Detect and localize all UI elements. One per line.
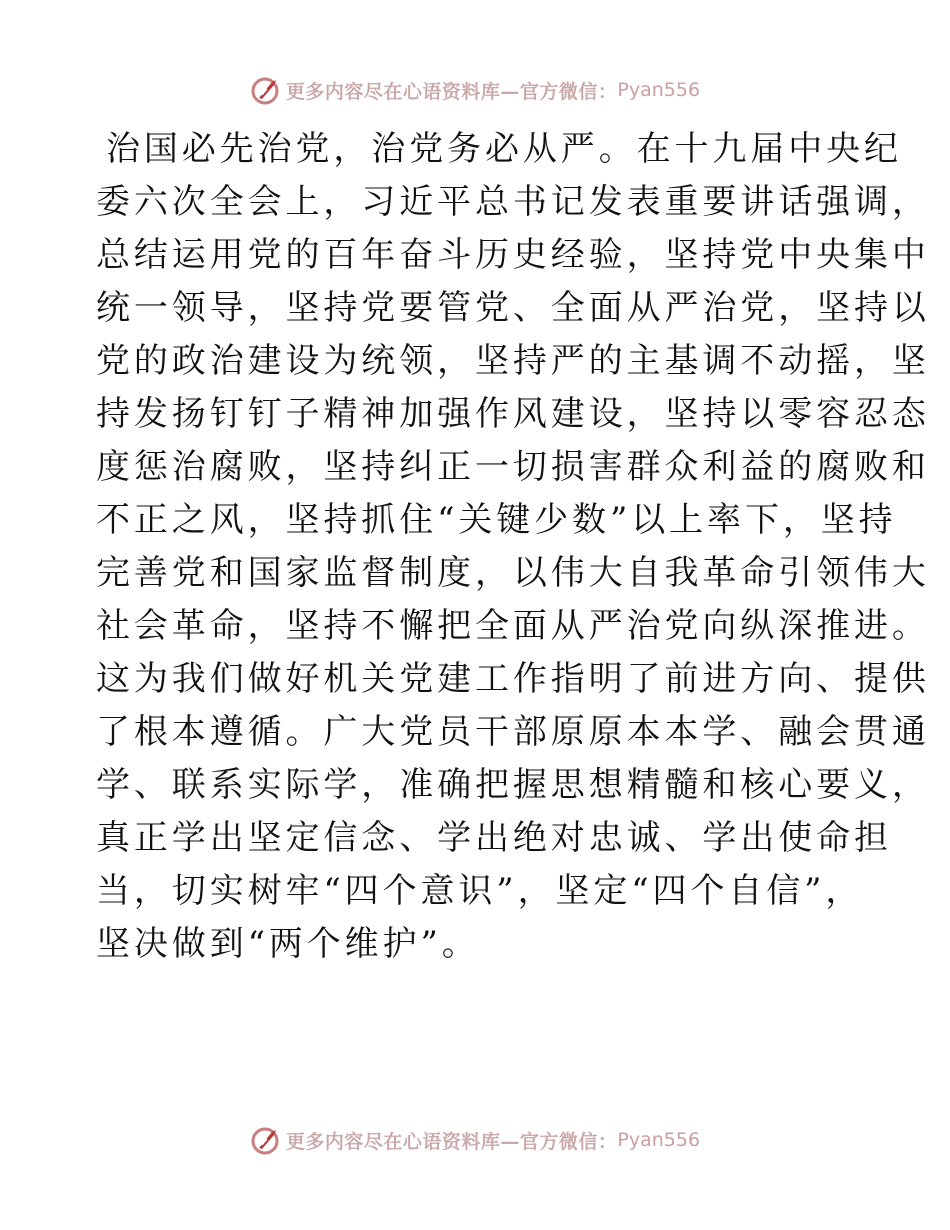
quill-circle-logo-icon [250, 1124, 282, 1156]
text-line: 社会革命，坚持不懈把全面从严治党向纵深推进。 [96, 606, 930, 646]
text-line: 治国必先治党，治党务必从严。在十九届中央纪 [106, 129, 902, 169]
header-watermark [0, 70, 950, 110]
text-line: 坚决做到“两个维护”。 [96, 924, 480, 964]
quill-circle-logo-icon [250, 74, 282, 106]
text-line: 总结运用党的百年奋斗历史经验，坚持党中央集中 [96, 235, 930, 275]
text-line: 党的政治建设为统领，坚持严的主基调不动摇，坚 [96, 341, 930, 381]
footer-watermark [0, 1120, 950, 1160]
text-line: 学、联系实际学，准确把握思想精髓和核心要义， [96, 765, 930, 805]
text-line: 了根本遵循。广大党员干部原原本本学、融会贯通 [96, 712, 930, 752]
watermark-text: 更多内容尽在心语资料库—官方微信： [285, 80, 618, 103]
text-line: 不正之风，坚持抓住“关键少数”以上率下，坚持 [96, 500, 897, 540]
text-line: 当，切实树牢“四个意识”，坚定“四个自信”， [96, 871, 864, 911]
text-line: 持发扬钉钉子精神加强作风建设，坚持以零容忍态 [96, 394, 930, 434]
text-line: 真正学出坚定信念、学出绝对忠诚、学出使命担 [96, 818, 892, 858]
text-line: 统一领导，坚持党要管党、全面从严治党，坚持以 [96, 288, 930, 328]
watermark-account: Pyan556 [617, 79, 701, 101]
watermark-account: Pyan556 [617, 1129, 701, 1151]
text-line: 委六次全会上，习近平总书记发表重要讲话强调， [96, 182, 930, 222]
text-line: 这为我们做好机关党建工作指明了前进方向、提供 [96, 659, 930, 699]
document-body [96, 123, 930, 971]
text-line: 完善党和国家监督制度，以伟大自我革命引领伟大 [96, 553, 930, 593]
watermark-text: 更多内容尽在心语资料库—官方微信： [285, 1130, 618, 1153]
text-line: 度惩治腐败，坚持纠正一切损害群众利益的腐败和 [96, 447, 930, 487]
